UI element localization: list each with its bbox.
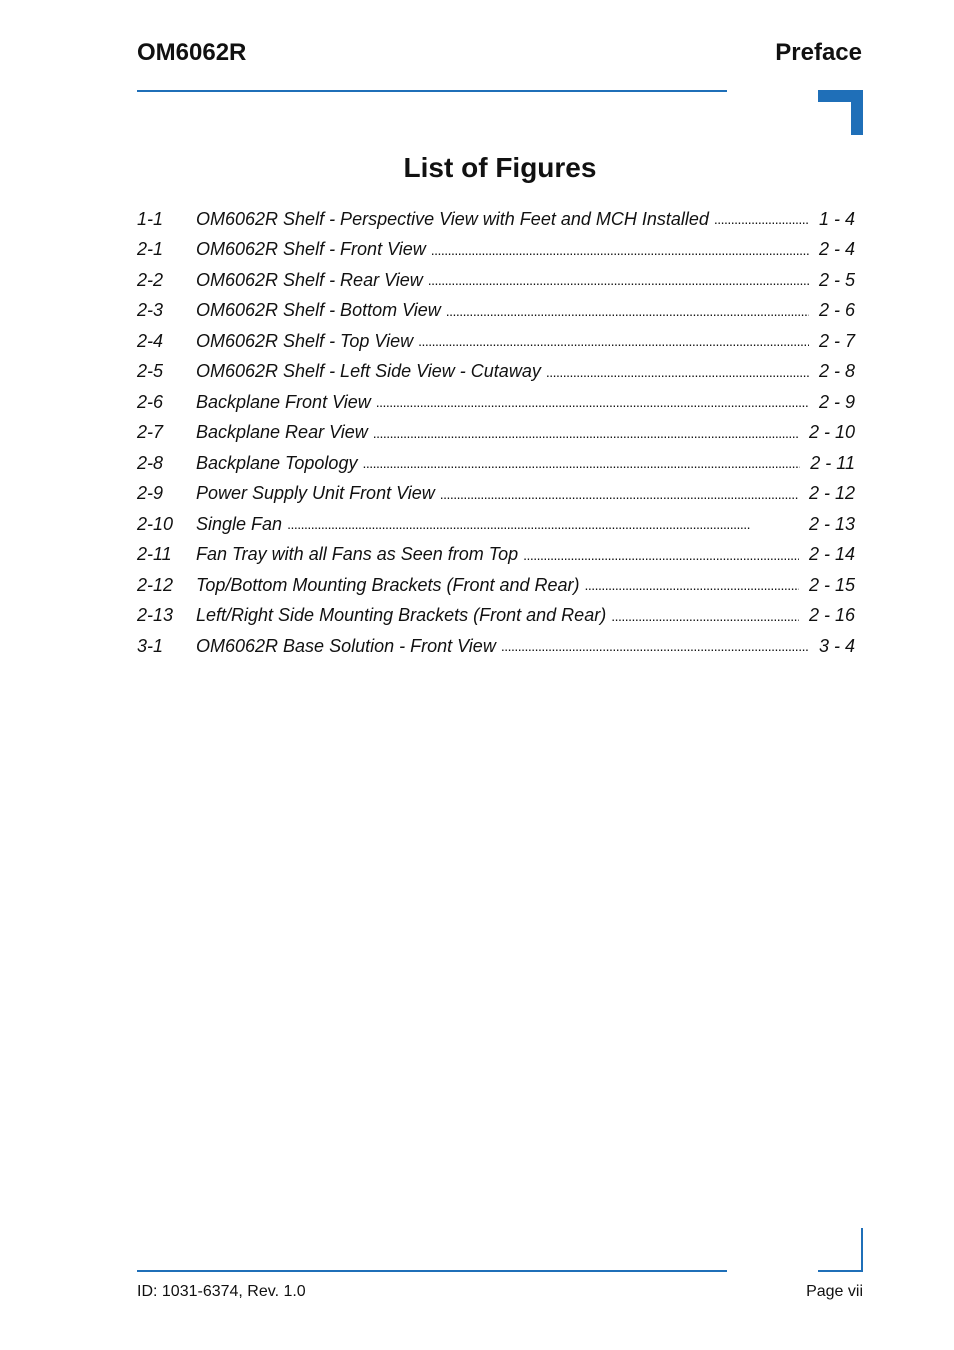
dot-leader bbox=[611, 606, 799, 626]
figure-number: 2-9 bbox=[137, 483, 164, 504]
header-product: OM6062R bbox=[137, 39, 247, 66]
figure-page: 3 - 4 bbox=[818, 635, 855, 656]
figure-number: 2-8 bbox=[137, 452, 164, 473]
figure-page: 2 - 10 bbox=[808, 422, 855, 443]
figure-entry[interactable] bbox=[137, 479, 855, 510]
figure-page: 2 - 14 bbox=[808, 544, 855, 565]
figure-title: Left/Right Side Mounting Brackets (Front and Rear) bbox=[196, 605, 607, 626]
footer-page-number: Page vii bbox=[806, 1283, 863, 1300]
figure-number: 2-6 bbox=[137, 391, 164, 412]
figure-page: 2 - 4 bbox=[818, 239, 855, 260]
dot-leader bbox=[440, 484, 799, 504]
figure-entry[interactable] bbox=[137, 448, 855, 479]
dot-leader bbox=[287, 514, 799, 534]
figure-title: Fan Tray with all Fans as Seen from Top bbox=[196, 544, 519, 565]
figure-page: 2 - 5 bbox=[818, 269, 855, 290]
figure-entry[interactable] bbox=[137, 631, 855, 662]
figure-page: 2 - 12 bbox=[808, 483, 855, 504]
dot-leader bbox=[428, 270, 809, 290]
corner-mark-top bbox=[818, 90, 863, 135]
dot-leader bbox=[362, 453, 800, 473]
footer-rule bbox=[137, 1270, 727, 1272]
figure-page: 2 - 15 bbox=[808, 574, 855, 595]
figure-title: OM6062R Shelf - Left Side View - Cutaway bbox=[196, 361, 541, 382]
dot-leader bbox=[523, 545, 799, 565]
figure-title: OM6062R Shelf - Front View bbox=[196, 239, 426, 260]
dot-leader bbox=[418, 331, 809, 351]
dot-leader bbox=[585, 575, 799, 595]
figure-title: Top/Bottom Mounting Brackets (Front and Rear) bbox=[196, 574, 580, 595]
figure-number: 2-10 bbox=[137, 513, 174, 534]
figure-number: 2-2 bbox=[137, 269, 164, 290]
figure-number: 2-13 bbox=[137, 605, 174, 626]
figure-entry[interactable] bbox=[137, 540, 855, 571]
figure-number: 2-11 bbox=[137, 544, 172, 565]
figure-page: 2 - 11 bbox=[810, 452, 855, 473]
corner-mark-bottom bbox=[818, 1228, 863, 1272]
figure-page: 2 - 7 bbox=[818, 330, 855, 351]
figure-entry[interactable] bbox=[137, 204, 855, 235]
dot-leader bbox=[373, 423, 799, 443]
figure-page: 2 - 6 bbox=[818, 300, 855, 321]
figure-number: 2-3 bbox=[137, 300, 164, 321]
header-section: Preface bbox=[775, 39, 862, 66]
figure-page: 1 - 4 bbox=[818, 208, 855, 229]
page-title: List of Figures bbox=[403, 152, 597, 183]
figure-page: 2 - 8 bbox=[818, 361, 855, 382]
figure-number: 2-1 bbox=[137, 239, 164, 260]
figure-title: Single Fan bbox=[196, 513, 283, 534]
figure-entry[interactable] bbox=[137, 570, 855, 601]
figure-title: Power Supply Unit Front View bbox=[196, 483, 435, 504]
figure-list bbox=[137, 204, 855, 662]
figure-entry[interactable] bbox=[137, 296, 855, 327]
figure-number: 3-1 bbox=[137, 635, 164, 656]
figure-entry[interactable] bbox=[137, 509, 855, 540]
figure-entry[interactable] bbox=[137, 601, 855, 632]
dot-leader bbox=[446, 301, 809, 321]
dot-leader bbox=[546, 362, 809, 382]
figure-number: 1-1 bbox=[137, 208, 164, 229]
figure-number: 2-4 bbox=[137, 330, 164, 351]
dot-leader bbox=[431, 240, 809, 260]
figure-page: 2 - 13 bbox=[808, 513, 855, 534]
figure-page: 2 - 16 bbox=[808, 605, 855, 626]
figure-title: Backplane Topology bbox=[196, 452, 358, 473]
figure-page: 2 - 9 bbox=[818, 391, 855, 412]
figure-title: OM6062R Base Solution - Front View bbox=[196, 635, 496, 656]
header-rule bbox=[137, 90, 727, 92]
figure-entry[interactable] bbox=[137, 235, 855, 266]
footer-doc-id: ID: 1031-6374, Rev. 1.0 bbox=[137, 1283, 306, 1300]
figure-number: 2-7 bbox=[137, 422, 164, 443]
figure-title: Backplane Front View bbox=[196, 391, 371, 412]
figure-number: 2-5 bbox=[137, 361, 164, 382]
figure-number: 2-12 bbox=[137, 574, 174, 595]
figure-entry[interactable] bbox=[137, 418, 855, 449]
figure-title: OM6062R Shelf - Top View bbox=[196, 330, 414, 351]
figure-entry[interactable] bbox=[137, 357, 855, 388]
figure-entry[interactable] bbox=[137, 387, 855, 418]
figure-entry[interactable] bbox=[137, 326, 855, 357]
figure-title: OM6062R Shelf - Rear View bbox=[196, 269, 423, 290]
figure-title: Backplane Rear View bbox=[196, 422, 368, 443]
dot-leader bbox=[501, 636, 809, 656]
dot-leader bbox=[714, 209, 809, 229]
figure-title: OM6062R Shelf - Perspective View with Feet and MCH Installed bbox=[196, 208, 709, 229]
dot-leader bbox=[376, 392, 809, 412]
figure-title: OM6062R Shelf - Bottom View bbox=[196, 300, 441, 321]
figure-entry[interactable] bbox=[137, 265, 855, 296]
